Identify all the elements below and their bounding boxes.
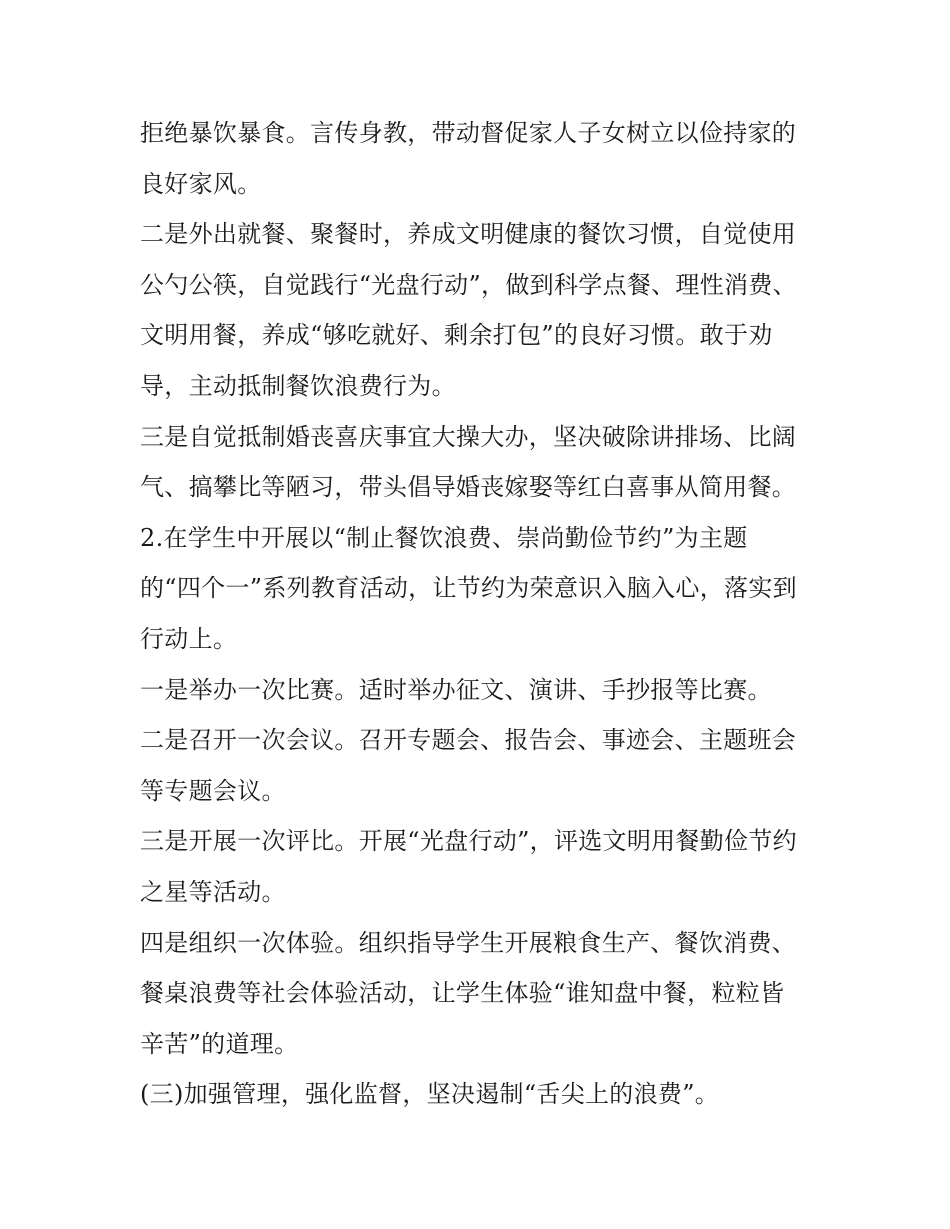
text-line: 二是召开一次会议。召开专题会、报告会、事迹会、主题班会 <box>140 726 797 755</box>
text-line: (三)加强管理，强化监督，坚决遏制“舌尖上的浪费”。 <box>140 1080 720 1109</box>
text-line: 拒绝暴饮暴食。言传身教，带动督促家人子女树立以俭持家的 <box>140 119 797 147</box>
text-line: 气、搞攀比等陋习，带头倡导婚丧嫁娶等红白喜事从简用餐。 <box>140 473 797 502</box>
text-line: 三是开展一次评比。开展“光盘行动”，评选文明用餐勤俭节约 <box>140 827 797 856</box>
text-line: 一是举办一次比赛。适时举办征文、演讲、手抄报等比赛。 <box>140 675 772 704</box>
text-line: 二是外出就餐、聚餐时，养成文明健康的餐饮习惯，自觉使用 <box>140 220 797 249</box>
text-line: 等专题会议。 <box>140 776 286 805</box>
text-line: 的“四个一”系列教育活动，让节约为荣意识入脑入心，落实到 <box>140 574 797 603</box>
text-line: 文明用餐，养成“够吃就好、剩余打包”的良好习惯。敢于劝 <box>140 321 773 350</box>
text-line: 公勺公筷，自觉践行“光盘行动”，做到科学点餐、理性消费、 <box>140 270 797 299</box>
text-line: 餐桌浪费等社会体验活动，让学生体验“谁知盘中餐，粒粒皆 <box>140 979 785 1008</box>
text-line: 四是组织一次体验。组织指导学生开展粮食生产、餐饮消费、 <box>140 928 797 957</box>
text-line: 导，主动抵制餐饮浪费行为。 <box>140 371 456 400</box>
text-line: 三是自觉抵制婚丧喜庆事宜大操大办，坚决破除讲排场、比阔 <box>140 422 797 451</box>
document-body <box>140 108 820 1120</box>
text-line: 良好家风。 <box>140 169 262 198</box>
text-line: 2.在学生中开展以“制止餐饮浪费、崇尚勤俭节约”为主题 <box>140 523 748 552</box>
text-line: 行动上。 <box>140 624 238 653</box>
text-line: 辛苦”的道理。 <box>140 1029 299 1058</box>
text-line: 之星等活动。 <box>140 877 286 906</box>
